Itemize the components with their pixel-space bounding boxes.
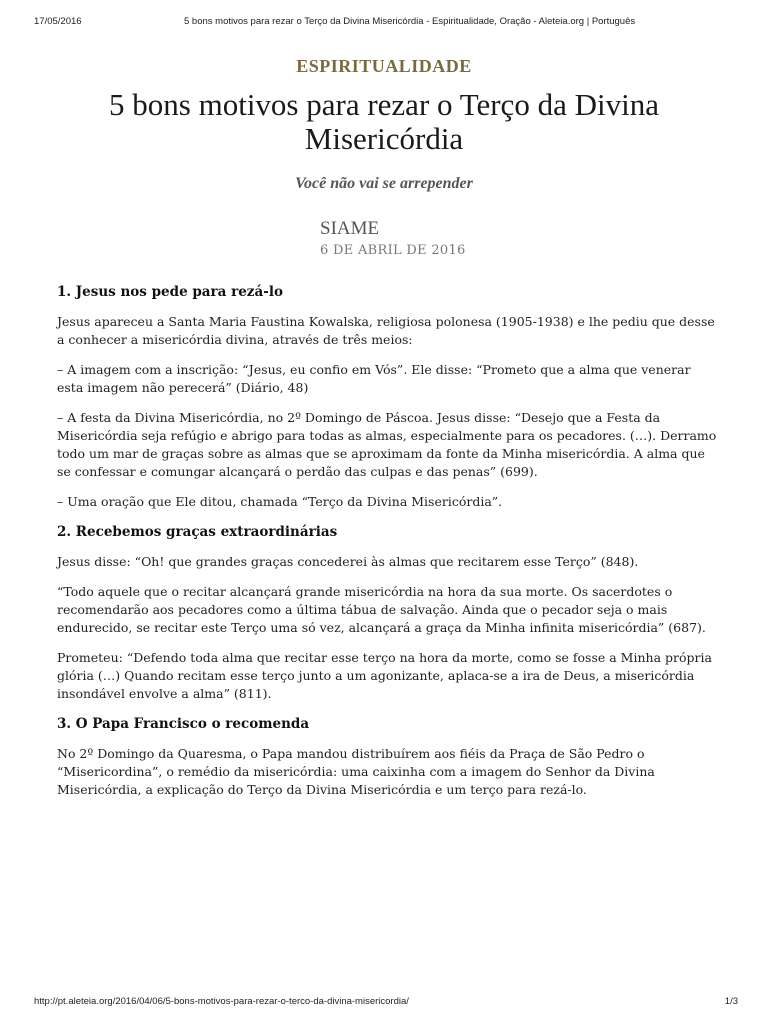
paragraph: Jesus disse: “Oh! que grandes graças concederei às almas que recitarem esse Terço” (848).: [57, 554, 639, 569]
section-heading: 2. Recebemos graças extraordinárias: [57, 524, 338, 540]
print-page-number: 1/3: [724, 996, 738, 1007]
print-page-title: 5 bons motivos para rezar o Terço da Divina Misericórdia - Espiritualidade, Oração - Aleteia.org | Português: [184, 16, 636, 27]
paragraph: Jesus apareceu a Santa Maria Faustina Kowalska, religiosa polonesa (1905-1938) e lhe pediu que desse a conhecer a misericórdia divina, através de três meios:: [57, 314, 715, 347]
paragraph: – A imagem com a inscrição: “Jesus, eu confio em Vós”. Ele disse: “Prometo que a alma que venerar esta imagem não perecerá” (Diário, 48): [57, 362, 691, 395]
paragraph: No 2º Domingo da Quaresma, o Papa mandou distribuírem aos fiéis da Praça de São Pedro o “Misericordina”, o remédio da misericórdia: uma caixinha com a imagem do Senhor da Divina Misericórdia, a explicação do Terço da Divina Misericórdia e um terço para rezá-lo.: [57, 746, 655, 797]
paragraph: – Uma oração que Ele ditou, chamada “Terço da Divina Misericórdia”.: [57, 494, 503, 509]
print-footer: [34, 996, 738, 1010]
article-author[interactable]: SIAME: [320, 218, 380, 239]
section-heading: 3. O Papa Francisco o recomenda: [57, 716, 310, 732]
article-category[interactable]: ESPIRITUALIDADE: [296, 56, 472, 76]
paragraph: Prometeu: “Defendo toda alma que recitar esse terço na hora da morte, como se fosse a Minha própria glória (…) Quando recitam esse terço junto a um agonizante, aplaca-se a ira de Deus, a misericórdia insondável envolve a alma” (811).: [57, 650, 712, 701]
article-body: [57, 283, 717, 811]
paragraph: “Todo aquele que o recitar alcançará grande misericórdia na hora da sua morte. Os sacerdotes o recomendarão aos pecadores como a última tábua de salvação. Ainda que o pecador seja o mais endurecido, se recitar este Terço uma só vez, alcançará a graça da Minha infinita misericórdia” (687).: [57, 584, 706, 635]
print-header: [34, 16, 738, 30]
article-title: 5 bons motivos para rezar o Terço da Divina Misericórdia: [109, 87, 659, 156]
print-date: 17/05/2016: [34, 16, 82, 27]
article-subtitle: Você não vai se arrepender: [295, 175, 473, 192]
section-heading: 1. Jesus nos pede para rezá-lo: [57, 284, 283, 300]
article-date: 6 DE ABRIL DE 2016: [320, 243, 466, 258]
print-url: http://pt.aleteia.org/2016/04/06/5-bons-motivos-para-rezar-o-terco-da-divina-misericordia/: [34, 996, 409, 1007]
paragraph: – A festa da Divina Misericórdia, no 2º Domingo de Páscoa. Jesus disse: “Desejo que a Festa da Misericórdia seja refúgio e abrigo para todas as almas, especialmente para os pecadores. (…). Derramo todo um mar de graças sobre as almas que se aproximam da fonte da Minha misericórdia. A alma que se confessar e comungar alcançará o perdão das culpas e das penas” (699).: [57, 410, 717, 479]
